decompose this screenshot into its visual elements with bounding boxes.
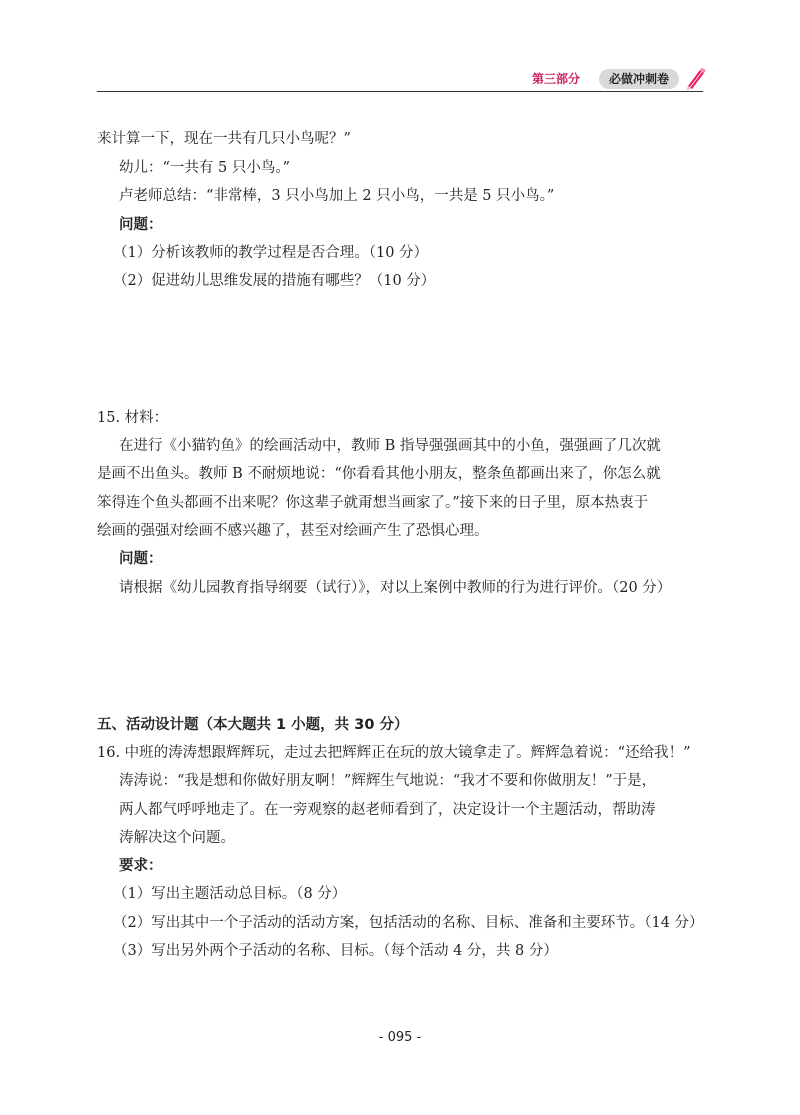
part-label: 第三部分 xyxy=(532,72,581,86)
sub-question: （1）分析该教师的教学过程是否合理。（10 分） xyxy=(113,245,429,261)
section-heading: 五、活动设计题（本大题共 1 小题，共 30 分） xyxy=(97,717,409,733)
paragraph-line: 来计算一下，现在一共有几只小鸟呢？” xyxy=(97,131,351,147)
paragraph-line: 涛解决这个问题。 xyxy=(119,830,235,846)
paragraph-line: 卢老师总结：“非常棒，3 只小鸟加上 2 只小鸟，一共是 5 只小鸟。” xyxy=(119,188,555,204)
question-label: 问题： xyxy=(119,551,163,567)
requirement-item: （1）写出主题活动总目标。（8 分） xyxy=(113,886,347,902)
paragraph-line: 绘画的强强对绘画不感兴趣了，甚至对绘画产生了恐惧心理。 xyxy=(97,523,489,539)
paragraph-line: 笨得连个鱼头都画不出来呢？你这辈子就甭想当画家了。”接下来的日子里，原本热衷于 xyxy=(97,495,649,511)
requirements-label: 要求： xyxy=(119,858,163,874)
pencil-icon xyxy=(684,66,706,90)
paragraph-line: 在进行《小猫钓鱼》的绘画活动中，教师 B 指导强强画其中的小鱼，强强画了几次就 xyxy=(119,438,661,454)
header-rule xyxy=(97,91,703,92)
question-label: 问题： xyxy=(119,217,163,233)
question-title: 15. 材料： xyxy=(97,410,169,426)
paragraph-line: 是画不出鱼头。教师 B 不耐烦地说：“你看看其他小朋友，整条鱼都画出来了，你怎么就 xyxy=(97,466,661,482)
requirement-item: （3）写出另外两个子活动的名称、目标。（每个活动 4 分，共 8 分） xyxy=(113,943,558,959)
page-number: - 095 - xyxy=(378,1030,422,1045)
requirement-item: （2）写出其中一个子活动的活动方案，包括活动的名称、目标、准备和主要环节。（14 分） xyxy=(113,915,704,931)
sub-question: （2）促进幼儿思维发展的措施有哪些？（10 分） xyxy=(113,273,436,289)
question-text: 请根据《幼儿园教育指导纲要（试行）》，对以上案例中教师的行为进行评价。（20 分） xyxy=(119,580,672,596)
paragraph-line: 两人都气呼呼地走了。在一旁观察的赵老师看到了，决定设计一个主题活动，帮助涛 xyxy=(119,802,656,818)
paragraph-line: 涛涛说：“我是想和你做好朋友啊！”辉辉生气地说：“我才不要和你做朋友！”于是， xyxy=(119,773,657,789)
paragraph-line: 16. 中班的涛涛想跟辉辉玩，走过去把辉辉正在玩的放大镜拿走了。辉辉急着说：“还给我！” xyxy=(97,745,691,761)
section-badge: 必做冲刺卷 xyxy=(599,69,679,89)
paragraph-line: 幼儿：“一共有 5 只小鸟。” xyxy=(119,160,291,176)
